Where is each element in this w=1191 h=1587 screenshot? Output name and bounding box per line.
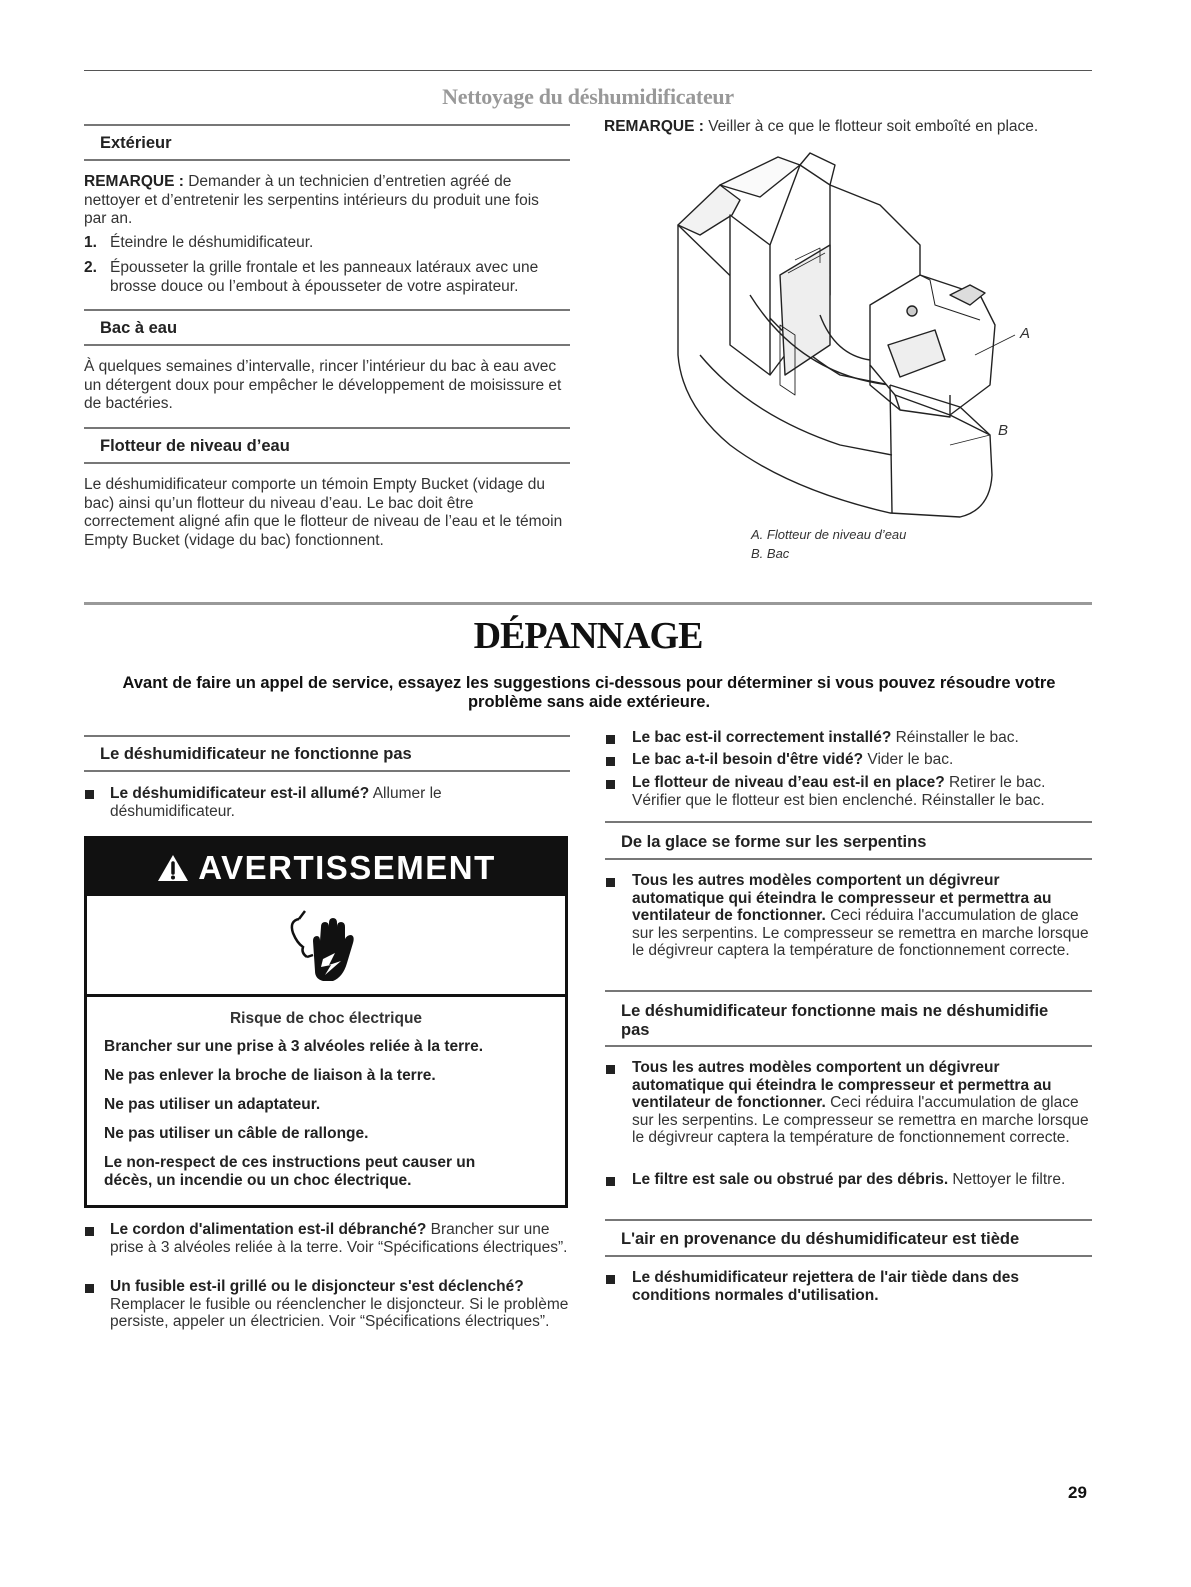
exterieur-note	[84, 173, 564, 229]
bac-text: À quelques semaines d’intervalle, rincer l’intérieur du bac à eau avec un détergent doux pour empêcher le développement de moisissure et de bactéries.	[84, 358, 562, 412]
divider	[84, 344, 570, 346]
warning-line: Ne pas utiliser un câble de rallonge.	[104, 1125, 369, 1142]
bullet	[606, 878, 615, 887]
list-item	[110, 785, 570, 820]
step-text: Éteindre le déshumidificateur.	[110, 234, 314, 251]
bullet	[85, 1227, 94, 1236]
item-text: Remplacer le fusible ou réenclencher le disjoncteur. Si le problème persiste, appeler un électricien. Voir “Spécifications électriques”.	[110, 1295, 569, 1330]
top-rule	[84, 70, 1092, 71]
divider	[605, 821, 1092, 823]
list-item	[632, 872, 1092, 960]
list-item	[632, 729, 1092, 747]
divider	[84, 462, 570, 464]
step-number: 2.	[84, 259, 97, 276]
item-lead: Un fusible est-il grillé ou le disjoncteur s'est déclenché?	[110, 1278, 524, 1295]
divider	[605, 1219, 1092, 1221]
page-number: 29	[1068, 1483, 1087, 1502]
divider	[84, 735, 570, 737]
list-item	[632, 1171, 1072, 1189]
bullet	[606, 1177, 615, 1186]
divider	[84, 159, 570, 161]
list-item	[632, 774, 1092, 809]
divider	[605, 1045, 1092, 1047]
item-text: Nettoyer le filtre.	[948, 1171, 1066, 1188]
step-number: 1.	[84, 234, 97, 251]
item-lead: Le déshumidificateur rejettera de l'air tiède dans des conditions normales d'utilisation.	[632, 1269, 1020, 1304]
divider	[84, 427, 570, 429]
item-lead: Tous les autres modèles comportent un dégivreur automatique qui éteindra le compresseur et permettra au ventilateur de fonctionner.	[632, 872, 1052, 924]
label-b: B	[998, 422, 1009, 439]
bullet	[606, 757, 615, 766]
item-lead: Tous les autres modèles comportent un dégivreur automatique qui éteindra le compresseur et permettra au ventilateur de fonctionner.	[632, 1059, 1052, 1111]
warning-divider	[87, 994, 565, 997]
label-a: A	[1020, 325, 1031, 342]
bullet	[606, 735, 615, 744]
figure-caption-a: A. Flotteur de niveau d’eau	[751, 527, 907, 542]
item-lead: Le flotteur de niveau d’eau est-il en place?	[632, 774, 945, 791]
item-lead: Le cordon d'alimentation est-il débranché?	[110, 1221, 427, 1238]
note-label: REMARQUE :	[84, 173, 184, 190]
bullet	[606, 1275, 615, 1284]
section-title: Nettoyage du déshumidificateur	[442, 84, 734, 109]
figure-caption-b: B. Bac	[751, 546, 790, 561]
heading-glace: De la glace se forme sur les serpentins	[621, 833, 927, 851]
depannage-intro: Avant de faire un appel de service, essayez les suggestions ci-dessous pour déterminer si vous pouvez résoudre votre problème sans aide extérieure.	[122, 674, 1056, 711]
heading-flotteur: Flotteur de niveau d’eau	[100, 437, 290, 455]
item-lead: Le déshumidificateur est-il allumé?	[110, 785, 370, 802]
bucket-illustration	[660, 145, 1040, 530]
item-text: Réinstaller le bac.	[891, 729, 1019, 746]
heading-ne-deshumidifie-pas: Le déshumidificateur fonctionne mais ne déshumidifie pas	[621, 1002, 1049, 1039]
note-label: REMARQUE :	[604, 118, 704, 135]
bullet	[606, 780, 615, 789]
warning-line: Brancher sur une prise à 3 alvéoles reliée à la terre.	[104, 1038, 484, 1055]
warning-header	[87, 839, 565, 896]
item-text: Allumer le déshumidificateur.	[110, 785, 442, 820]
item-text: Vider le bac.	[863, 751, 954, 768]
list-item	[632, 751, 1092, 769]
note-text: Veiller à ce que le flotteur soit emboîté en place.	[703, 118, 1039, 135]
heading-ne-fonctionne-pas: Le déshumidificateur ne fonctionne pas	[100, 745, 412, 763]
list-item	[110, 1278, 572, 1331]
warning-line: Le non-respect de ces instructions peut causer un décès, un incendie ou un choc électrique.	[104, 1154, 476, 1189]
warning-box	[84, 836, 568, 1208]
list-item	[110, 1221, 568, 1256]
warning-line: Ne pas enlever la broche de liaison à la terre.	[104, 1067, 436, 1084]
warning-risk: Risque de choc électrique	[229, 1010, 423, 1027]
heading-bac: Bac à eau	[100, 319, 178, 337]
right-note	[604, 118, 1084, 137]
bullet	[85, 790, 94, 799]
depannage-title: DÉPANNAGE	[473, 615, 703, 657]
note-text: Demander à un technicien d’entretien agréé de nettoyer et d’entretenir les serpentins intérieurs du produit une fois par an.	[84, 173, 539, 227]
item-lead: Le filtre est sale ou obstrué par des débris.	[632, 1171, 949, 1188]
item-text: Retirer le bac. Vérifier que le flotteur est bien enclenché. Réinstaller le bac.	[632, 774, 1046, 809]
divider	[84, 770, 570, 772]
divider	[605, 858, 1092, 860]
step-text: Épousseter la grille frontale et les panneaux latéraux avec une brosse douce ou l’embout à épousseter de votre aspirateur.	[110, 259, 539, 295]
warning-line: Ne pas utiliser un adaptateur.	[104, 1096, 321, 1113]
item-text: Ceci réduira l'accumulation de glace sur les serpentins. Le compresseur se remettra en marche lorsque le dégivreur captera la température de fonctionnement correcte.	[632, 907, 1089, 959]
divider	[605, 1255, 1092, 1257]
list-item	[632, 1269, 1062, 1304]
depannage-rule	[84, 602, 1092, 605]
warning-triangle-icon	[156, 853, 190, 883]
heading-exterieur: Extérieur	[100, 134, 172, 152]
item-text: Ceci réduira l'accumulation de glace sur les serpentins. Le compresseur se remettra en marche lorsque le dégivreur captera la température de fonctionnement correcte.	[632, 1094, 1089, 1146]
flotteur-text: Le déshumidificateur comporte un témoin Empty Bucket (vidage du bac) ainsi qu’un flotteur du niveau d’eau. Le bac doit être correctement aligné afin que le flotteur de niveau de l’eau et le témoin Empty Bucket (vidage du bac) fonctionnent.	[84, 476, 563, 549]
item-lead: Le bac est-il correctement installé?	[632, 729, 892, 746]
bullet	[85, 1284, 94, 1293]
item-text: Brancher sur une prise à 3 alvéoles reliée à la terre. Voir “Spécifications électriques”.	[110, 1221, 568, 1256]
electric-shock-hand-icon	[285, 903, 367, 985]
item-lead: Le bac a-t-il besoin d'être vidé?	[632, 751, 864, 768]
list-item	[632, 1059, 1092, 1147]
divider	[84, 124, 570, 126]
warning-title: AVERTISSEMENT	[198, 848, 496, 886]
divider	[84, 309, 570, 311]
divider	[605, 990, 1092, 992]
bullet	[606, 1065, 615, 1074]
heading-air-tiede: L'air en provenance du déshumidificateur est tiède	[621, 1230, 1020, 1248]
